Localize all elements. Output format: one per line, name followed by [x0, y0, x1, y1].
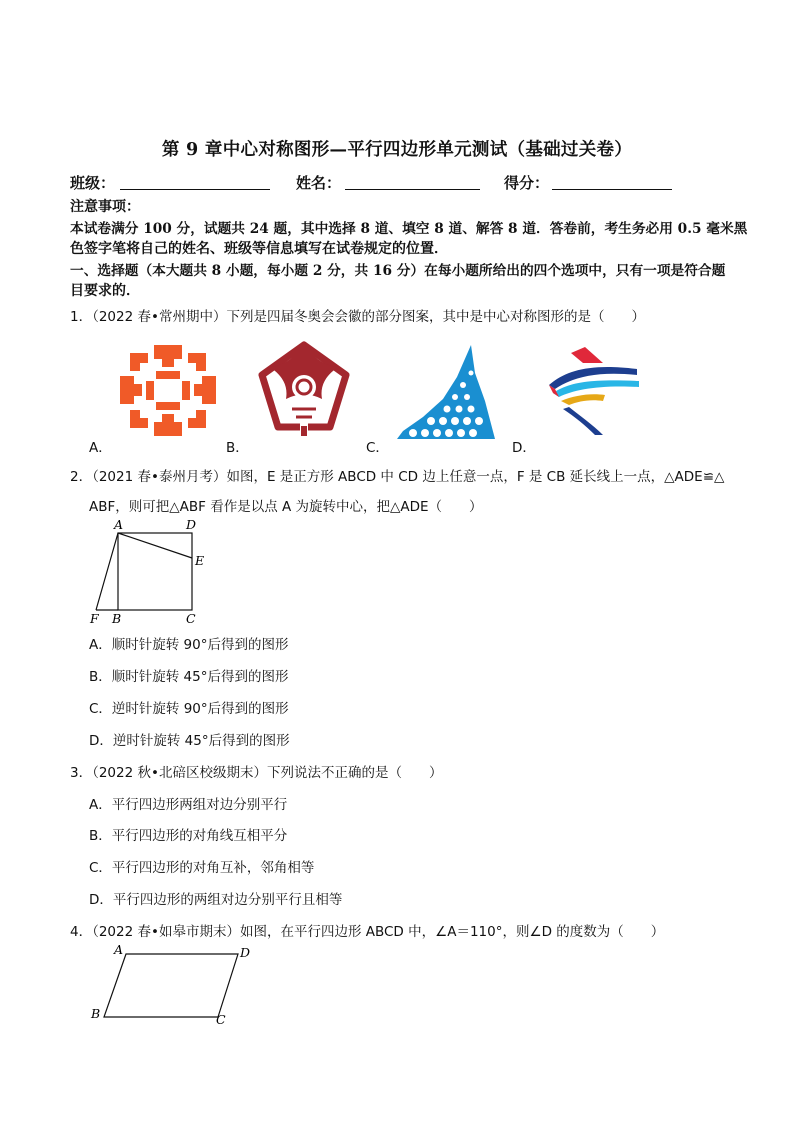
q2-label-f: F [90, 611, 99, 626]
q2-label-e: E [195, 553, 205, 568]
q3-option-b: B．平行四边形的对角线互相平分 [89, 828, 288, 844]
q2-label-a: A [114, 517, 124, 532]
class-field[interactable] [120, 189, 270, 190]
q1-option-b-label: B． [226, 440, 249, 456]
q2-label-c: C [186, 611, 196, 626]
emblem-b-image [256, 337, 352, 438]
q2-option-c: C．逆时针旋转 90°后得到的图形 [89, 701, 289, 717]
question-1-text: 1．（2022 春•常州期中）下列是四届冬奥会会徽的部分图案，其中是中心对称图形的是（ ） [70, 309, 645, 325]
section-heading-line-1: 一、选择题（本大题共 8 小题，每小题 2 分，共 16 分）在每小题所给出的四个选项中，只有一项是符合题 [70, 263, 726, 279]
question-4-text: 4．（2022 春•如皋市期末）如图，在平行四边形 ABCD 中，∠A＝110°，则∠D 的度数为（ ） [70, 924, 665, 940]
class-label: 班级： [70, 174, 116, 192]
q4-label-b: B [91, 1006, 101, 1021]
q2-option-a: A．顺时针旋转 90°后得到的图形 [89, 637, 289, 653]
question-2-text-line-1: 2．（2021 春•泰州月考）如图，E 是正方形 ABCD 中 CD 边上任意一点，F 是 CB 延长线上一点，△ADE≌△ [70, 469, 725, 485]
q1-option-c-label: C． [366, 440, 389, 456]
question-3-text: 3．（2022 秋•北碚区校级期末）下列说法不正确的是（ ） [70, 765, 443, 781]
section-heading-line-2: 目要求的． [70, 283, 140, 299]
student-info-row [70, 172, 730, 194]
notice-line-2: 色签字笔将自己的姓名、班级等信息填写在试卷规定的位置． [70, 241, 448, 257]
q4-label-d: D [240, 945, 251, 960]
q3-option-a: A．平行四边形两组对边分别平行 [89, 797, 288, 813]
q4-parallelogram-figure [88, 940, 258, 1028]
emblem-c-image [393, 343, 498, 441]
q1-option-d-label: D． [512, 440, 536, 456]
score-label: 得分： [504, 174, 550, 192]
q2-square-figure [86, 515, 216, 627]
question-2-text-line-2: ABF，则可把△ABF 看作是以点 A 为旋转中心，把△ADE（ ） [89, 499, 483, 515]
emblem-a-image [118, 343, 218, 438]
emblem-d-image [545, 345, 641, 437]
notice-line-1: 本试卷满分 100 分，试题共 24 题，其中选择 8 道、填空 8 道、解答 8 道．答卷前，考生务必用 0.5 毫米黑 [70, 221, 748, 237]
q2-option-d: D．逆时针旋转 45°后得到的图形 [89, 733, 290, 749]
page-title: 第 9 章中心对称图形—平行四边形单元测试（基础过关卷） [161, 140, 633, 160]
q3-option-d: D．平行四边形的两组对边分别平行且相等 [89, 892, 343, 908]
q4-label-c: C [216, 1012, 226, 1027]
score-field[interactable] [552, 189, 672, 190]
q2-label-b: B [112, 611, 122, 626]
q4-label-a: A [114, 942, 124, 957]
name-label: 姓名： [296, 174, 342, 192]
q2-label-d: D [186, 517, 197, 532]
q3-option-c: C．平行四边形的对角互补，邻角相等 [89, 860, 315, 876]
name-field[interactable] [345, 189, 480, 190]
q1-option-a-label: A． [89, 440, 112, 456]
q2-option-b: B．顺时针旋转 45°后得到的图形 [89, 669, 289, 685]
notice-heading: 注意事项： [70, 199, 140, 215]
